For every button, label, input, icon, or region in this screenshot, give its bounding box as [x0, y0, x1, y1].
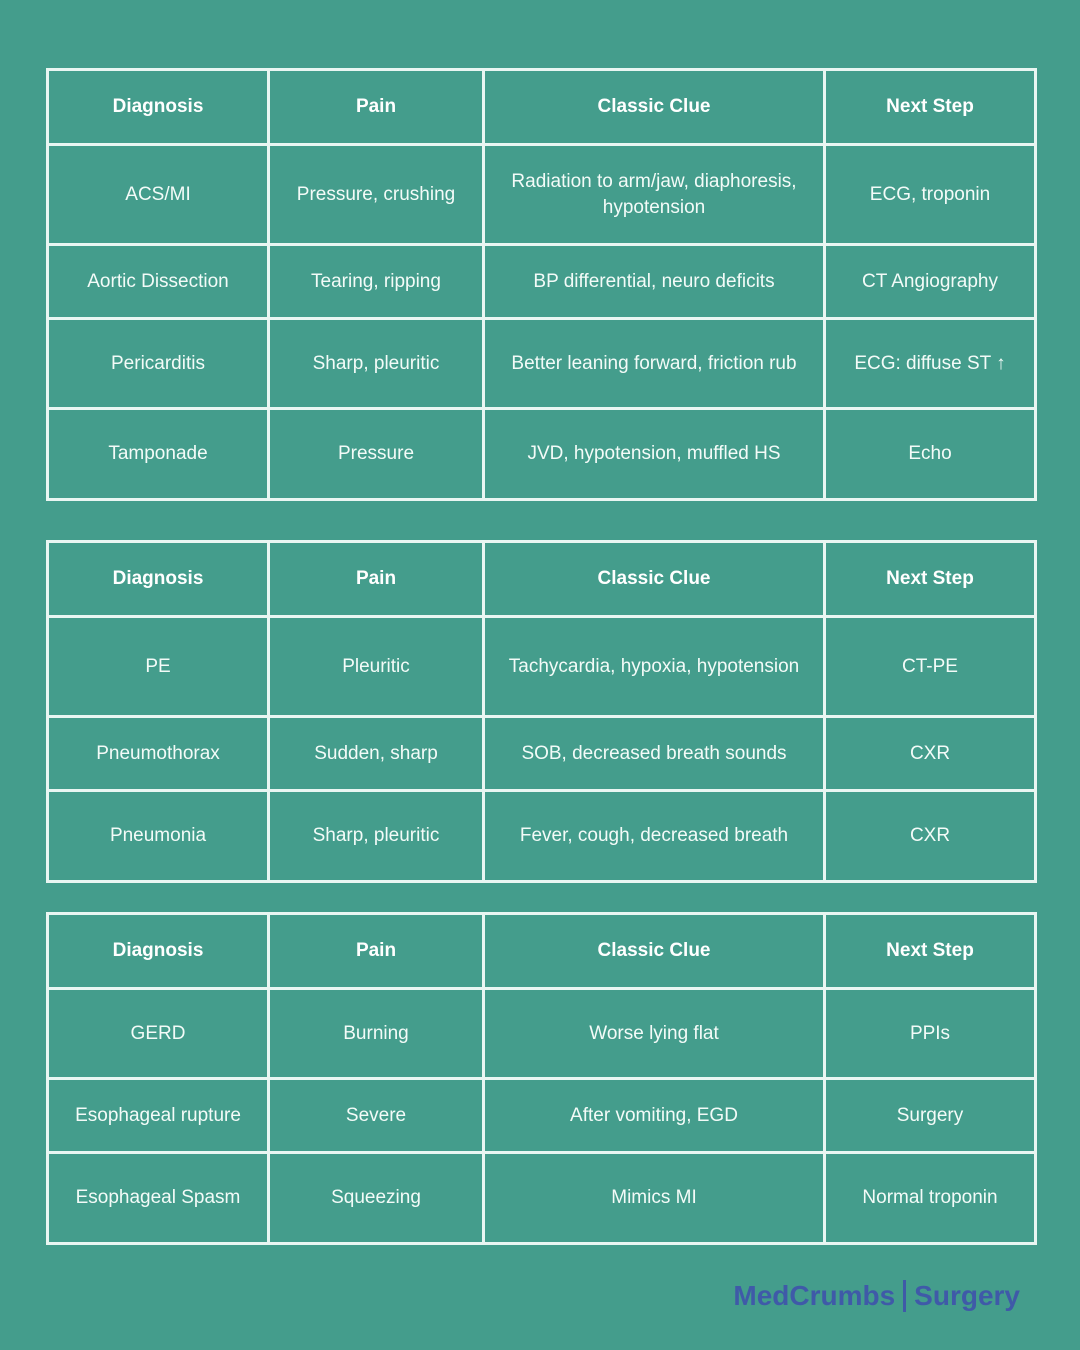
cardiac-causes-table [46, 68, 1037, 501]
cell-classic-clue: Fever, cough, decreased breath [484, 791, 825, 882]
table-row [48, 989, 1036, 1079]
cell-diagnosis: Esophageal Spasm [48, 1153, 269, 1244]
cell-pain: Sharp, pleuritic [269, 319, 484, 409]
cell-next-step: ECG: diffuse ST ↑ [825, 319, 1036, 409]
header-diagnosis: Diagnosis [48, 914, 269, 989]
table-row [48, 1079, 1036, 1153]
cell-diagnosis: GERD [48, 989, 269, 1079]
table-row [48, 717, 1036, 791]
table-row [48, 319, 1036, 409]
cell-next-step: CT Angiography [825, 245, 1036, 319]
cell-pain: Pressure, crushing [269, 145, 484, 245]
cell-classic-clue: Better leaning forward, friction rub [484, 319, 825, 409]
table-row [48, 409, 1036, 500]
cell-diagnosis: Aortic Dissection [48, 245, 269, 319]
cell-next-step: ECG, troponin [825, 145, 1036, 245]
header-row [48, 914, 1036, 989]
header-pain: Pain [269, 70, 484, 145]
cell-pain: Pleuritic [269, 617, 484, 717]
cell-classic-clue: After vomiting, EGD [484, 1079, 825, 1153]
cell-pain: Severe [269, 1079, 484, 1153]
cell-diagnosis: Tamponade [48, 409, 269, 500]
cell-next-step: Surgery [825, 1079, 1036, 1153]
cell-diagnosis: ACS/MI [48, 145, 269, 245]
cell-next-step: CXR [825, 791, 1036, 882]
table-row [48, 617, 1036, 717]
cell-next-step: Normal troponin [825, 1153, 1036, 1244]
cell-classic-clue: BP differential, neuro deficits [484, 245, 825, 319]
header-row [48, 70, 1036, 145]
cell-classic-clue: JVD, hypotension, muffled HS [484, 409, 825, 500]
header-row [48, 542, 1036, 617]
cell-diagnosis: PE [48, 617, 269, 717]
table-row [48, 1153, 1036, 1244]
table-row [48, 145, 1036, 245]
header-classic-clue: Classic Clue [484, 542, 825, 617]
cell-classic-clue: SOB, decreased breath sounds [484, 717, 825, 791]
brand-footer [733, 1280, 1020, 1314]
header-pain: Pain [269, 914, 484, 989]
cell-diagnosis: Esophageal rupture [48, 1079, 269, 1153]
header-classic-clue: Classic Clue [484, 70, 825, 145]
cell-diagnosis: Pneumothorax [48, 717, 269, 791]
cell-classic-clue: Tachycardia, hypoxia, hypotension [484, 617, 825, 717]
cell-classic-clue: Radiation to arm/jaw, diaphoresis, hypotension [484, 145, 825, 245]
table-row [48, 245, 1036, 319]
table-row [48, 791, 1036, 882]
cell-next-step: CT-PE [825, 617, 1036, 717]
cell-next-step: CXR [825, 717, 1036, 791]
cell-next-step: PPIs [825, 989, 1036, 1079]
cell-pain: Squeezing [269, 1153, 484, 1244]
cell-pain: Sudden, sharp [269, 717, 484, 791]
cell-diagnosis: Pneumonia [48, 791, 269, 882]
cell-classic-clue: Mimics MI [484, 1153, 825, 1244]
header-diagnosis: Diagnosis [48, 542, 269, 617]
header-diagnosis: Diagnosis [48, 70, 269, 145]
header-next-step: Next Step [825, 70, 1036, 145]
header-next-step: Next Step [825, 542, 1036, 617]
gi-causes-table [46, 912, 1037, 1245]
brand-section: Surgery [914, 1280, 1020, 1311]
cell-diagnosis: Pericarditis [48, 319, 269, 409]
cell-classic-clue: Worse lying flat [484, 989, 825, 1079]
cell-pain: Burning [269, 989, 484, 1079]
cell-next-step: Echo [825, 409, 1036, 500]
cell-pain: Sharp, pleuritic [269, 791, 484, 882]
header-classic-clue: Classic Clue [484, 914, 825, 989]
brand-name: MedCrumbs [733, 1280, 896, 1311]
header-next-step: Next Step [825, 914, 1036, 989]
header-pain: Pain [269, 542, 484, 617]
brand-divider [903, 1280, 906, 1312]
cell-pain: Pressure [269, 409, 484, 500]
cell-pain: Tearing, ripping [269, 245, 484, 319]
pulmonary-causes-table [46, 540, 1037, 883]
